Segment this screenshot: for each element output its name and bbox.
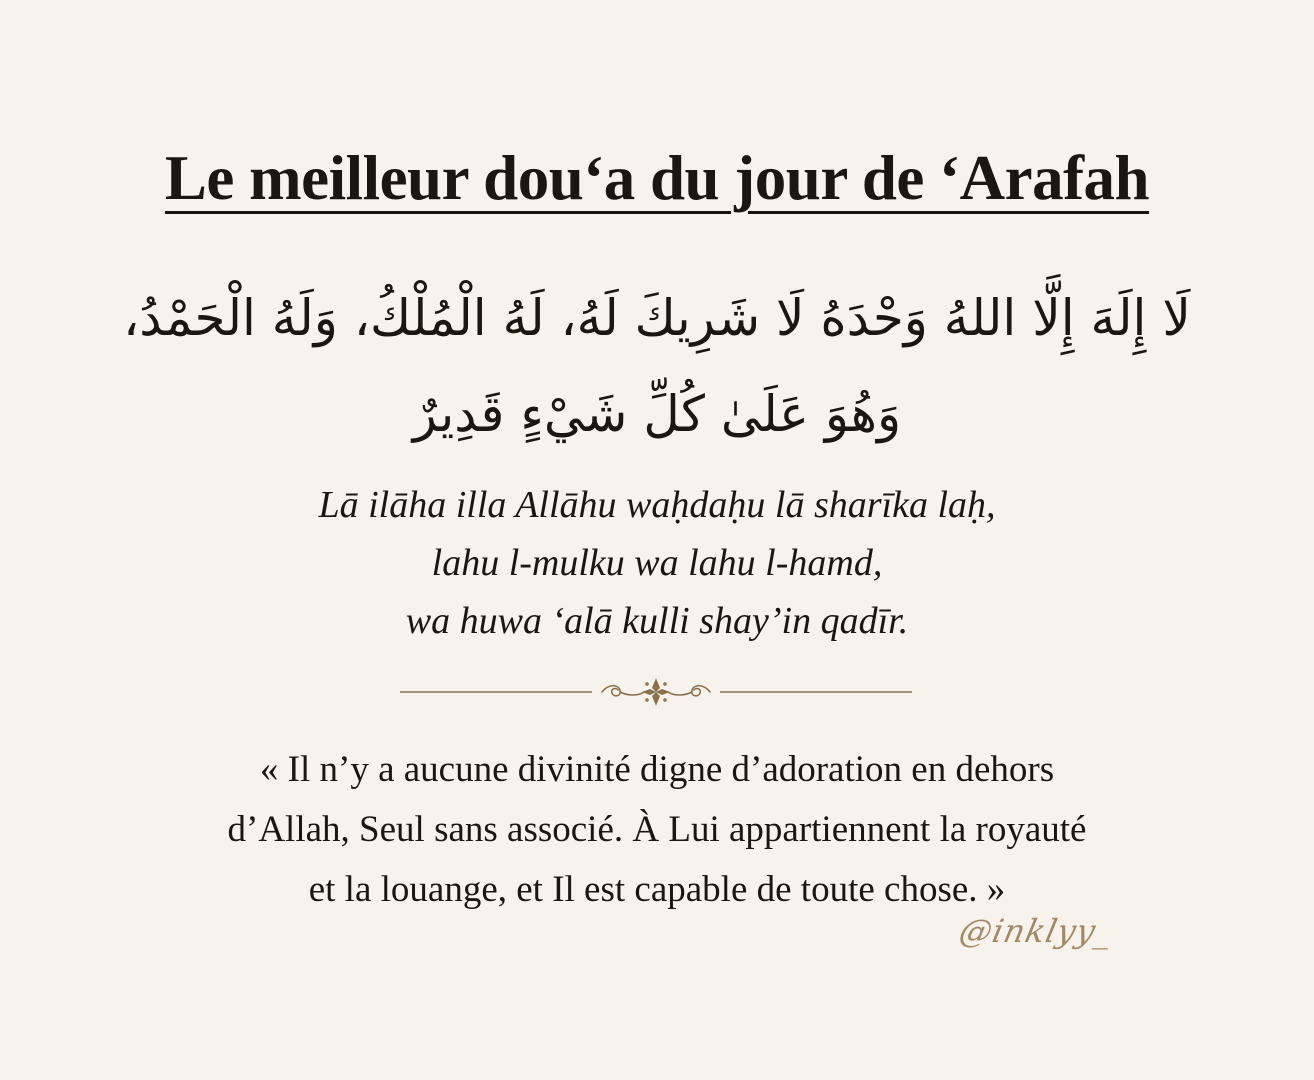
transliteration-line-2: lahu l-mulku wa lahu l-hamd, [431,542,883,584]
transliteration [0,476,1314,650]
translation-line-2: d’Allah, Seul sans associé. À Lui appartiennent la royauté [227,809,1087,850]
author-signature: @inklyy_ [955,912,1117,950]
transliteration-line-1: Lā ilāha illa Allāhu waḥdaḥu lā sharīka laḥ, [318,484,996,526]
translation-line-1: « Il n’y a aucune divinité digne d’adoration en dehors [259,749,1055,790]
flourish-center [642,678,670,706]
transliteration-line-3: wa huwa ‘alā kulli shay’in qadīr. [405,600,909,642]
page-title-text: Le meilleur dou‘a du jour de ‘Arafah [164,143,1150,213]
page-title [0,138,1314,218]
arabic-line-2: وَهُوَ عَلَىٰ كُلِّ شَيْءٍ قَدِيرٌ [412,385,902,443]
arabic-line-1: لَا إِلَهَ إِلَّا اللهُ وَحْدَهُ لَا شَرِيكَ لَهُ، لَهُ الْمُلْكُ، وَلَهُ الْحَمْدُ، [123,289,1191,347]
divider-flourish-icon [398,672,914,712]
arabic-text [0,270,1314,462]
translation [0,740,1314,920]
translation-line-3: et la louange, et Il est capable de toute chose. » [308,869,1006,910]
